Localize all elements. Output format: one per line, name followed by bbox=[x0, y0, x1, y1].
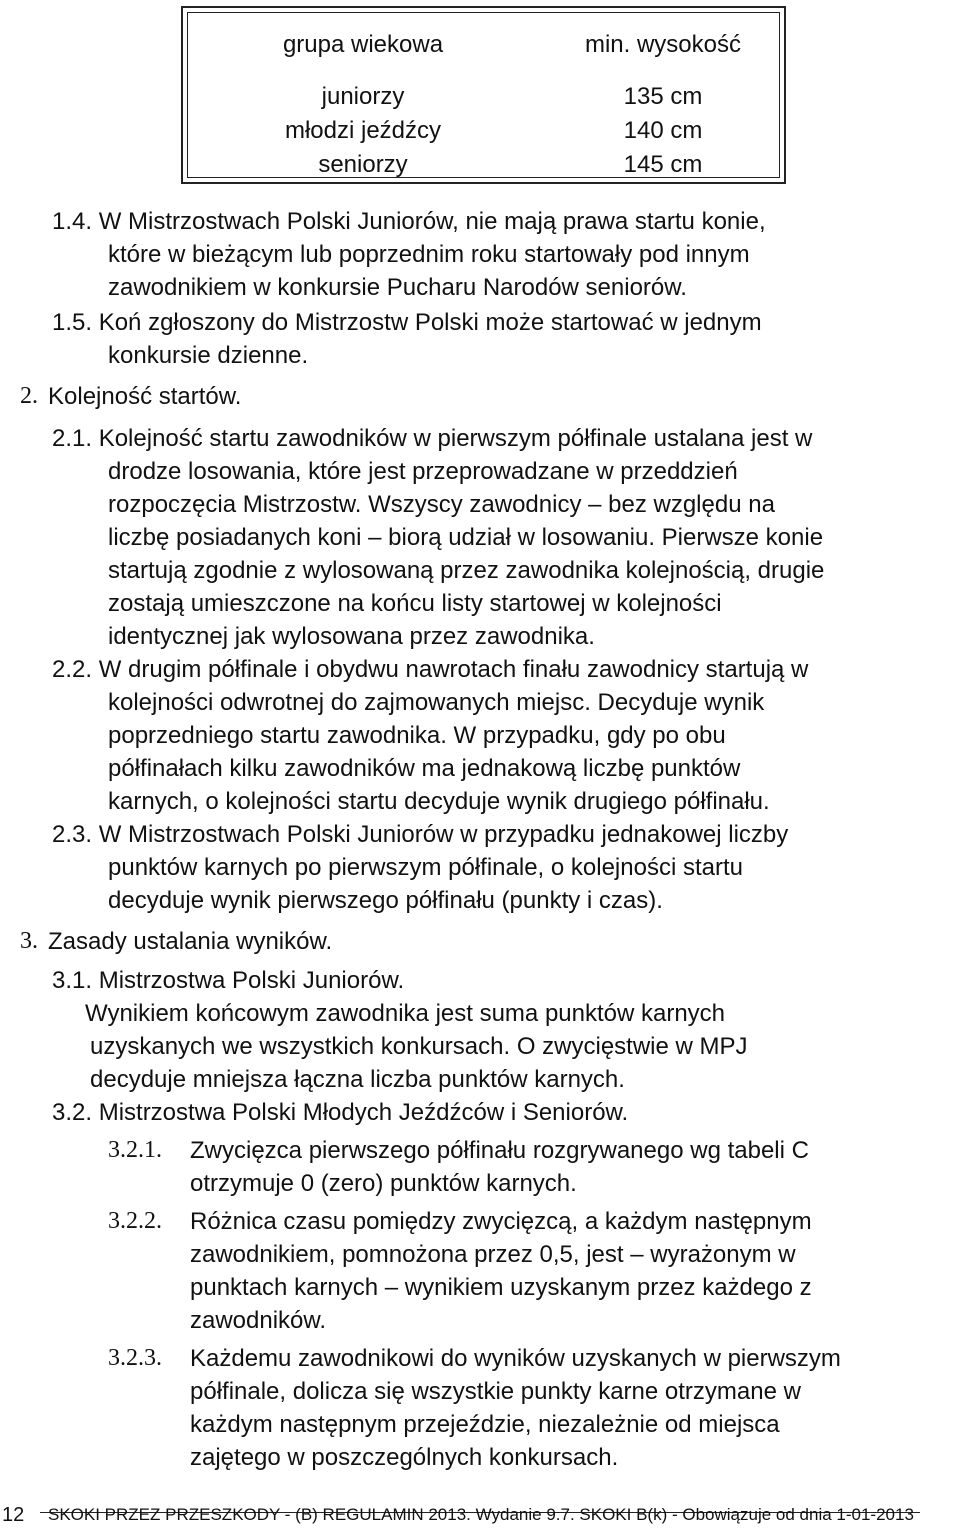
table-header-age-group: grupa wiekowa bbox=[282, 31, 444, 58]
paragraph-line: każdym następnym przejeździe, niezależnie od miejsca bbox=[190, 1411, 780, 1438]
subsection-number: 3.2.2. bbox=[108, 1208, 162, 1234]
paragraph-line: które w bieżącym lub poprzednim roku startowały pod innym bbox=[108, 241, 750, 268]
paragraph-line: 2.2. W drugim półfinale i obydwu nawrotach finału zawodnicy startują w bbox=[52, 656, 809, 683]
paragraph-line: 1.5. Koń zgłoszony do Mistrzostw Polski może startować w jednym bbox=[52, 309, 762, 336]
paragraph-line: 3.2. Mistrzostwa Polski Młodych Jeźdźców i Seniorów. bbox=[52, 1099, 629, 1126]
page-number: 12 bbox=[2, 1504, 25, 1526]
table-cell-height: 145 cm bbox=[623, 151, 703, 178]
paragraph-line: zawodnikiem w konkursie Pucharu Narodów seniorów. bbox=[108, 274, 687, 301]
paragraph-line: 2.1. Kolejność startu zawodników w pierwszym półfinale ustalana jest w bbox=[52, 425, 813, 452]
paragraph-line: zawodnikiem, pomnożona przez 0,5, jest – wyrażonym w bbox=[190, 1241, 796, 1268]
paragraph-line: Wynikiem końcowym zawodnika jest suma punktów karnych bbox=[85, 1000, 726, 1027]
subsection-number: 3.2.1. bbox=[108, 1137, 162, 1163]
paragraph-line: liczbę posiadanych koni – biorą udział w losowaniu. Pierwsze konie bbox=[108, 524, 824, 551]
paragraph-line: decyduje wynik pierwszego półfinału (punkty i czas). bbox=[108, 887, 663, 914]
section-heading: Kolejność startów. bbox=[48, 383, 242, 410]
paragraph-line: konkursie dzienne. bbox=[108, 342, 309, 369]
paragraph-line: poprzedniego startu zawodnika. W przypadku, gdy po obu bbox=[108, 722, 726, 749]
section-heading: Zasady ustalania wyników. bbox=[48, 928, 333, 955]
height-table bbox=[181, 6, 786, 184]
table-cell-group: juniorzy bbox=[321, 83, 405, 110]
paragraph-line: decyduje mniejsza łączna liczba punktów karnych. bbox=[90, 1066, 625, 1093]
paragraph-line: zawodników. bbox=[190, 1307, 327, 1334]
paragraph-line: rozpoczęcia Mistrzostw. Wszyscy zawodnicy – bez względu na bbox=[108, 491, 775, 518]
section-number: 3. bbox=[20, 928, 38, 954]
paragraph-line: drodze losowania, które jest przeprowadzane w przeddzień bbox=[108, 458, 738, 485]
paragraph-line: 1.4. W Mistrzostwach Polski Juniorów, nie mają prawa startu konie, bbox=[52, 208, 766, 235]
paragraph-line: 2.3. W Mistrzostwach Polski Juniorów w przypadku jednakowej liczby bbox=[52, 821, 789, 848]
paragraph-line: Każdemu zawodnikowi do wyników uzyskanych w pierwszym bbox=[190, 1345, 841, 1372]
paragraph-line: identycznej jak wylosowana przez zawodnika. bbox=[108, 623, 595, 650]
table-cell-height: 135 cm bbox=[623, 83, 703, 110]
paragraph-line: kolejności odwrotnej do zajmowanych miejsc. Decyduje wynik bbox=[108, 689, 765, 716]
paragraph-line: zostają umieszczone na końcu listy startowej w kolejności bbox=[108, 590, 722, 617]
table-cell-height: 140 cm bbox=[623, 117, 703, 144]
paragraph-line: półfinałach kilku zawodników ma jednakową liczbę punktów bbox=[108, 755, 741, 782]
paragraph-line: punktach karnych – wynikiem uzyskanym przez każdego z bbox=[190, 1274, 812, 1301]
table-cell-group: młodzi jeźdźcy bbox=[284, 117, 442, 144]
paragraph-line: zajętego w poszczególnych konkursach. bbox=[190, 1444, 619, 1471]
paragraph-line: Zwycięzca pierwszego półfinału rozgrywanego wg tabeli C bbox=[190, 1137, 809, 1164]
paragraph-line: Różnica czasu pomiędzy zwycięzcą, a każdym następnym bbox=[190, 1208, 812, 1235]
paragraph-line: 3.1. Mistrzostwa Polski Juniorów. bbox=[52, 967, 405, 994]
paragraph-line: uzyskanych we wszystkich konkursach. O zwycięstwie w MPJ bbox=[90, 1033, 748, 1060]
paragraph-line: punktów karnych po pierwszym półfinale, o kolejności startu bbox=[108, 854, 743, 881]
subsection-number: 3.2.3. bbox=[108, 1345, 162, 1371]
footer-text: SKOKI PRZEZ PRZESZKODY - (B) REGULAMIN 2013. Wydanie 9.7. SKOKI B(k) - Obowiązuje od dnia 1-01-2013 bbox=[48, 1505, 914, 1524]
paragraph-line: startują zgodnie z wylosowaną przez zawodnika kolejnością, drugie bbox=[108, 557, 825, 584]
table-header-min-height: min. wysokość bbox=[584, 31, 742, 58]
table-cell-group: seniorzy bbox=[318, 151, 408, 178]
paragraph-line: półfinale, dolicza się wszystkie punkty karne otrzymane w bbox=[190, 1378, 801, 1405]
section-number: 2. bbox=[20, 383, 38, 409]
paragraph-line: karnych, o kolejności startu decyduje wynik drugiego półfinału. bbox=[108, 788, 770, 815]
paragraph-line: otrzymuje 0 (zero) punktów karnych. bbox=[190, 1170, 577, 1197]
